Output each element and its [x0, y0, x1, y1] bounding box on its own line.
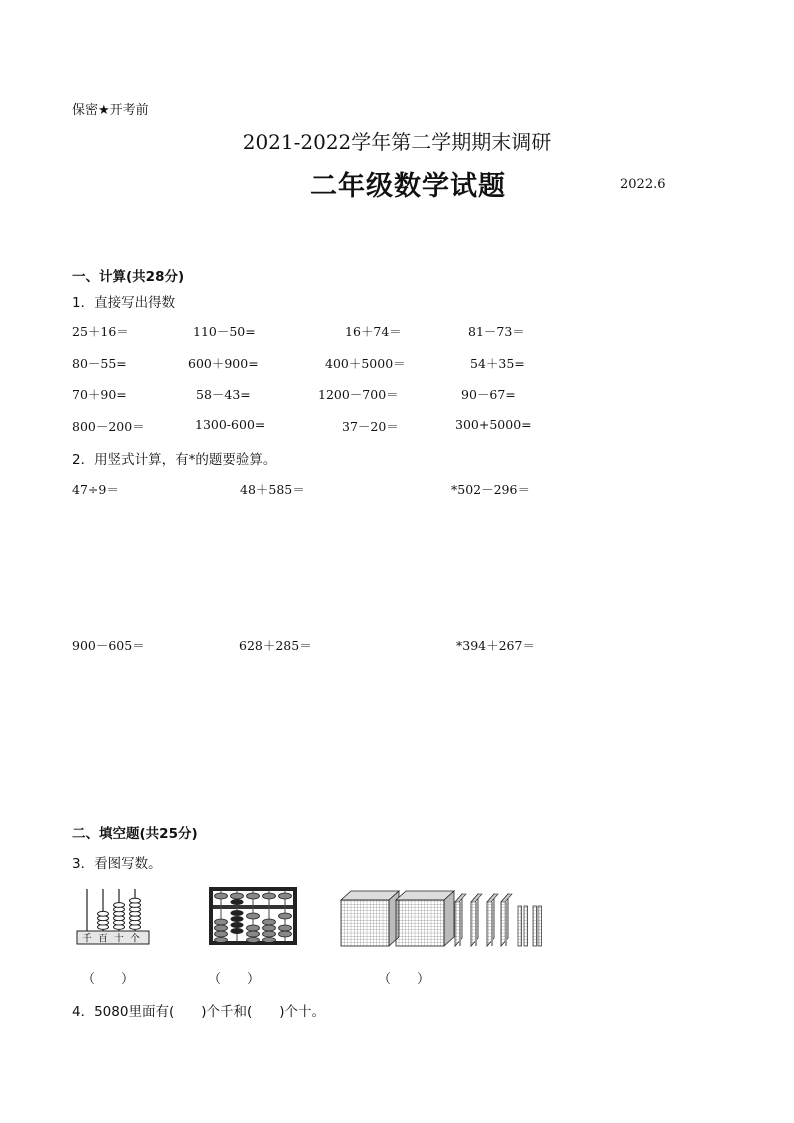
equation: 800－200＝	[72, 419, 145, 434]
vertical-calc-problem: 48＋585＝	[240, 482, 305, 497]
ten-rod	[518, 906, 522, 946]
thousand-cube	[396, 891, 454, 946]
exam-title: 2021-2022学年第二学期期末调研	[242, 130, 552, 154]
place-label: 十	[114, 933, 124, 945]
answer-blank[interactable]: （ ）	[82, 972, 135, 987]
question-3-label: 3．看图写数。	[72, 856, 162, 872]
place-label: 千	[82, 933, 92, 945]
equation: 54＋35=	[470, 356, 525, 371]
question-2-label: 2．用竖式计算，有*的题要验算。	[72, 452, 277, 468]
thousand-cube	[341, 891, 399, 946]
equation: 1200－700＝	[318, 387, 399, 402]
equation: 80－55=	[72, 356, 127, 371]
equation: 58－43=	[196, 387, 251, 402]
section-1-title: 一、计算(共28分)	[72, 269, 185, 285]
equation: 37－20＝	[342, 419, 399, 434]
equation: 81－73＝	[468, 324, 525, 339]
equation: 1300-600=	[195, 417, 266, 432]
hundred-flat	[487, 894, 498, 946]
vertical-calc-problem: *502－296＝	[451, 482, 530, 497]
equation: 110－50=	[193, 324, 256, 339]
vertical-calc-problem: 900－605＝	[72, 638, 145, 653]
ten-rod	[524, 906, 528, 946]
equation: 16＋74＝	[345, 324, 402, 339]
equation: 300+5000=	[455, 417, 532, 432]
ten-rod	[538, 906, 542, 946]
base-ten-blocks-figure	[338, 888, 548, 948]
equation: 90－67=	[461, 387, 516, 402]
question-1-label: 1．直接写出得数	[72, 295, 176, 311]
equation: 25＋16＝	[72, 324, 129, 339]
equation: 70＋90=	[72, 387, 127, 402]
section-2-title: 二、填空题(共25分)	[72, 826, 198, 842]
answer-blank[interactable]: （ ）	[378, 972, 431, 987]
hundred-flat	[455, 894, 466, 946]
equation: 600＋900=	[188, 356, 259, 371]
counting-frame-figure	[74, 885, 154, 949]
question-4-label: 4．5080里面有( )个千和( )个十。	[72, 1004, 326, 1020]
equation: 400＋5000＝	[325, 356, 406, 371]
abacus-figure	[207, 885, 299, 949]
answer-blank[interactable]: （ ）	[208, 972, 261, 987]
hundred-flat	[471, 894, 482, 946]
exam-date: 2022.6	[620, 177, 666, 192]
place-label: 百	[98, 933, 108, 945]
confidential-note: 保密★开考前	[72, 103, 149, 118]
ten-rod	[533, 906, 537, 946]
vertical-calc-problem: 47÷9＝	[72, 482, 119, 497]
vertical-calc-problem: 628＋285＝	[239, 638, 312, 653]
hundred-flat	[501, 894, 512, 946]
vertical-calc-problem: *394＋267＝	[456, 638, 535, 653]
place-label: 个	[130, 933, 140, 945]
exam-subtitle: 二年级数学试题	[310, 171, 506, 202]
